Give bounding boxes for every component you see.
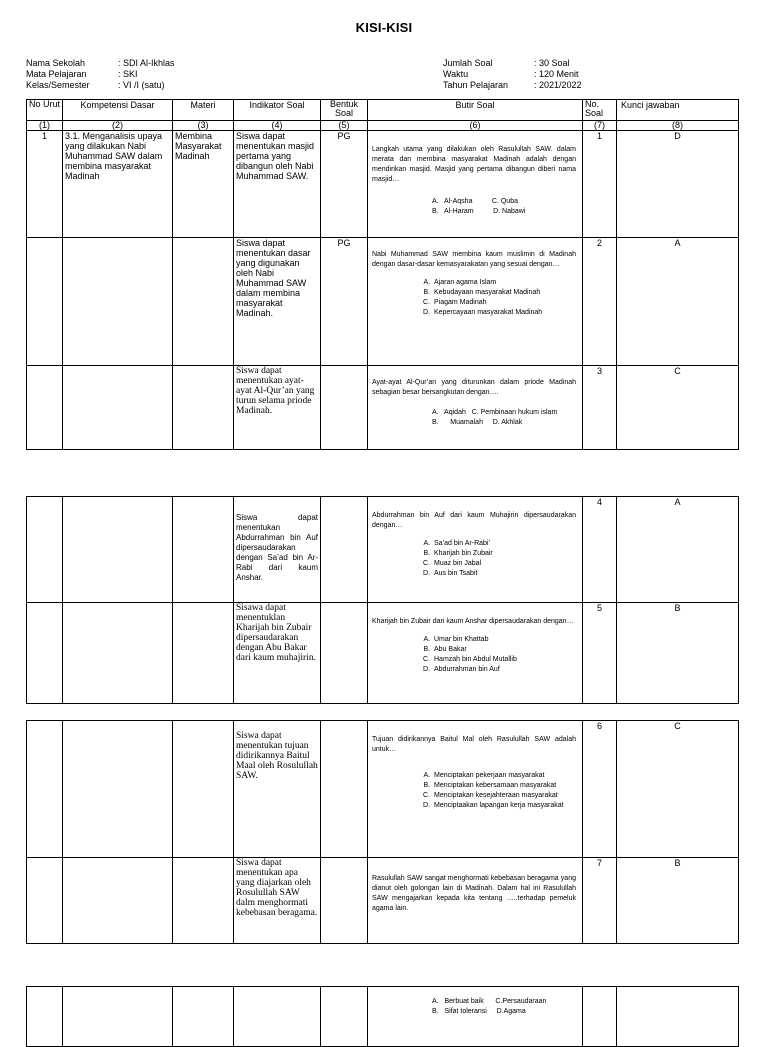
kunci-jawaban-cell: A [617,238,739,366]
empty-cell [63,497,173,603]
empty-cell [27,987,63,1047]
empty-cell [63,238,173,366]
info-label: Jumlah Soal [443,58,493,68]
empty-cell [63,858,173,944]
question-text: Ayat-ayat Al-Qur’an yang diturunkan dalam priode Madinah sebagian besar bersangkutan dengan…. [372,379,576,396]
empty-cell [321,721,368,858]
document-title: KISI-KISI [355,20,413,35]
empty-cell [27,366,63,450]
column-number: (4) [234,121,321,131]
question-text: Tujuan didirikannya Baitul Mal oleh Rasulullah SAW adalah untuk… [372,736,576,753]
info-value: : 30 Soal [534,58,570,68]
option-item: C. Muaz bin Jabal [432,559,576,569]
indikator-cell: Siswa dapat menentukan apa yang diajarkan oleh Rosulullah SAW dalm menghormati kebebasan beragama. [234,858,321,944]
empty-cell [173,497,234,603]
school-info [26,58,175,91]
column-number: (5) [321,121,368,131]
answer-options [372,635,576,675]
table-row [27,603,739,704]
header-no-soal: No. Soal [583,100,617,121]
answer-options [372,997,576,1017]
kunci-jawaban-cell: C [617,366,739,450]
header-kunci-jawaban: Kunci jawaban [617,100,739,121]
no-urut-cell: 1 [27,131,63,238]
table-row [27,858,739,944]
empty-cell [173,721,234,858]
empty-cell [27,858,63,944]
empty-cell [173,858,234,944]
info-row [443,58,582,69]
option-item: D. Abdurrahman bin Auf [432,665,576,675]
column-number: (8) [617,121,739,131]
info-row [26,69,175,80]
option-line: A. Berbuat baik C.Persaudaraan [432,998,547,1005]
header-bentuk-soal: Bentuk Soal [321,100,368,121]
table-row [27,721,739,858]
kunci-jawaban-cell: C [617,721,739,858]
column-number: (3) [173,121,234,131]
empty-cell [321,987,368,1047]
option-item: A. Ajaran agama Islam [432,278,576,288]
butir-soal-cell [368,497,583,603]
no-soal-cell: 4 [583,497,617,603]
empty-cell [27,497,63,603]
indikator-cell: Sisawa dapat menentuklan Kharijah bin Zubair dipersaudarakan dengan Abu Bakar dari kaum muhajirin. [234,603,321,704]
butir-soal-cell [368,858,583,944]
table-row [27,238,739,366]
option-item: A. Umar bin Khattab [432,635,576,645]
option-item: A. Menciptakan pekerjaan masyarakat [432,771,576,781]
table-row [27,497,739,603]
option-line: B. Muamalah D. Akhlak [432,419,523,426]
bentuk-soal-cell: PG [321,131,368,238]
butir-soal-cell [368,721,583,858]
empty-cell [321,497,368,603]
option-line: B. Sifat toleransi D.Agama [432,1008,526,1015]
question-text: Nabi Muhammad SAW membina kaum muslimin di Madinah dengan dasar-dasar kemasyarakatan yang sesuai dengan… [372,251,576,268]
option-line: A. Aqidah C. Pembinaan hukum islam [432,409,558,416]
answer-options [372,278,576,318]
option-item: C. Hamzah bin Abdul Mutallib [432,655,576,665]
option-item: D. Aus bin Tsabit [432,569,576,579]
materi-cell: Membina Masyarakat Madinah [173,131,234,238]
info-row [26,58,175,69]
info-label: Mata Pelajaran [26,69,87,79]
empty-cell [321,603,368,704]
empty-cell [321,858,368,944]
info-row [443,69,582,80]
question-text: Abdurrahman bin Auf dari kaum Muhajirin dipersaudarakan dengan… [372,512,576,529]
no-soal-cell: 6 [583,721,617,858]
column-number: (6) [368,121,583,131]
no-soal-cell: 3 [583,366,617,450]
kunci-jawaban-cell: B [617,603,739,704]
kisi-table-2 [26,496,739,704]
kunci-jawaban-cell: D [617,131,739,238]
option-item: D. Menciptaakan lapangan kerja masyarakat [432,801,576,811]
kisi-table-4 [26,986,739,1047]
info-label: Kelas/Semester [26,80,90,90]
info-label: Waktu [443,69,469,79]
empty-cell [234,987,321,1047]
butir-soal-cell [368,131,583,238]
option-item: B. Abu Bakar [432,645,576,655]
info-row [26,80,175,91]
empty-cell [617,987,739,1047]
info-row [443,80,582,91]
option-item: B. Kharijah bin Zubair [432,549,576,559]
no-soal-cell: 7 [583,858,617,944]
option-item: B. Menciptakan kebersamaan masyarakat [432,781,576,791]
kisi-table-3 [26,720,739,944]
table-row [27,366,739,450]
empty-cell [27,721,63,858]
no-soal-cell: 5 [583,603,617,704]
info-value: : SDI Al-Ikhlas [118,58,175,68]
header-butir-soal: Butir Soal [368,100,583,121]
question-text: Langkah utama yang dilakukan oleh Rasulullah SAW. dalam merata dan membina masyarakat Madinah adalah dengan mendirikan masjid. Masjid yang pertama dibangun diberi nama masjid… [372,146,576,183]
option-line: A. Al-Aqsha C. Quba [432,198,518,205]
indikator-cell: Siswa dapat menentukan masjid pertama yang dibangun oleh Nabi Muhammad SAW. [234,131,321,238]
column-number: (7) [583,121,617,131]
empty-cell [173,366,234,450]
kompetensi-dasar-cell: 3.1. Menganalisis upaya yang dilakukan Nabi Muhammad SAW dalam membina masyarakat Madinah [63,131,173,238]
butir-soal-cell [368,366,583,450]
column-number: (1) [27,121,63,131]
info-label: Tahun Pelajaran [443,80,509,90]
empty-cell [583,987,617,1047]
indikator-cell: Siswa dapat menentukan dasar yang digunakan oleh Nabi Muhammad SAW dalam membina masyarakat Madinah. [234,238,321,366]
empty-cell [63,721,173,858]
header-materi: Materi [173,100,234,121]
butir-soal-cell [368,987,583,1047]
info-value: : 2021/2022 [534,80,582,90]
bentuk-soal-cell: PG [321,238,368,366]
butir-soal-cell [368,603,583,704]
kunci-jawaban-cell: B [617,858,739,944]
empty-cell [321,366,368,450]
empty-cell [27,238,63,366]
table-row [27,987,739,1047]
question-text: Kharijah bin Zubair dari kaum Anshar dipersaudarakan dengan… [372,618,574,625]
kunci-jawaban-cell: A [617,497,739,603]
answer-options [372,539,576,579]
header-indikator: Indikator Soal [234,100,321,121]
empty-cell [173,603,234,704]
info-value: : SKI [118,69,138,79]
column-number-row [27,121,739,131]
indikator-cell: Siswa dapat menentukan ayat-ayat Al-Qur’an yang turun selama priode Madinah. [234,366,321,450]
indikator-cell: Siswa dapat menentukan Abdurrahman bin Auf dipersaudarakan dengan Sa’ad bin Ar-Rabi dari kaum Anshar. [234,497,321,603]
empty-cell [173,987,234,1047]
butir-soal-cell [368,238,583,366]
question-text: Rasulullah SAW sangat menghormati kebebasan beragama yang dianut oleh golongan lain di Madinah. Dalam hal ini Rasulullah SAW mengajarkan kepada kita tentang …..terhadap pemeluk agama lain. [372,875,576,912]
kisi-table-1 [26,99,739,450]
column-number: (2) [63,121,173,131]
option-line: B. Al-Haram D. Nabawi [432,208,526,215]
option-item: D. Kepercayaan masyarakat Madinah [432,308,576,318]
header-row [27,100,739,121]
info-value: : VI /I (satu) [118,80,165,90]
info-label: Nama Sekolah [26,58,86,68]
answer-options [372,197,576,217]
exam-info [443,58,582,91]
empty-cell [63,987,173,1047]
option-item: A. Sa’ad bin Ar-Rabi’ [432,539,576,549]
table-row [27,131,739,238]
answer-options [372,408,576,428]
empty-cell [173,238,234,366]
indikator-cell: Siswa dapat menentukan tujuan didirikannya Baitul Maal oleh Rosulullah SAW. [234,721,321,858]
header-no-urut: No Urut [27,100,63,121]
option-item: C. Piagam Madinah [432,298,576,308]
option-item: B. Kebudayaan masyarakat Madinah [432,288,576,298]
empty-cell [63,603,173,704]
no-soal-cell: 1 [583,131,617,238]
info-value: : 120 Menit [534,69,579,79]
empty-cell [63,366,173,450]
option-item: C. Menciptakan kesejahteraan masyarakat [432,791,576,801]
header-kompetensi-dasar: Kompetensi Dasar [63,100,173,121]
no-soal-cell: 2 [583,238,617,366]
empty-cell [27,603,63,704]
answer-options [372,771,576,811]
